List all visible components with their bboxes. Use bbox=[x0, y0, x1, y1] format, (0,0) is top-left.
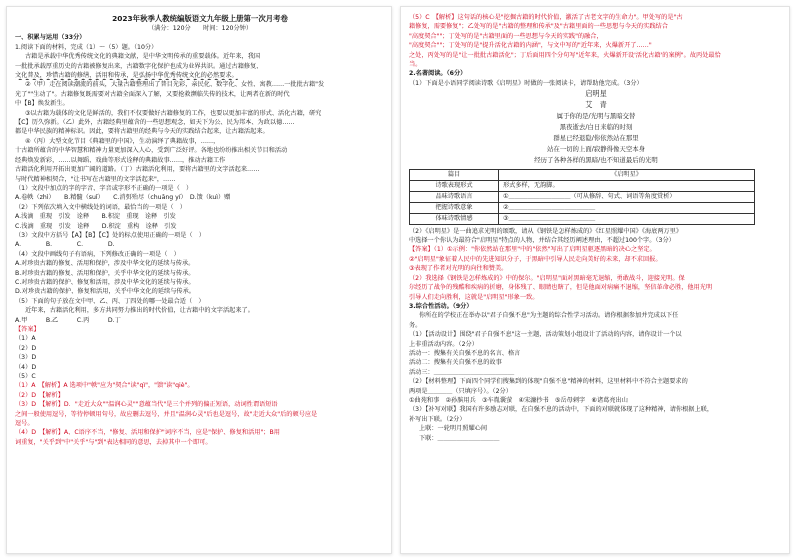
table-row bbox=[410, 191, 755, 202]
analysis-line: （2）D 【解析】 bbox=[15, 391, 64, 399]
options: C.浅滴 重现 引发 诠释 D.积淀 重构 诠释 引发 bbox=[15, 222, 177, 230]
passage-line: ②（甲）走在阅读潮流的前头，大量古籍整理出了普目光彩，亲民化、数字化、女性、寓教……一批批古籍"发 bbox=[25, 81, 325, 89]
table-value: 《启明星》 bbox=[499, 169, 755, 180]
answer-line: （2）我选择《钢铁是怎样炼成的》中的保尔。"启明星"面对黑暗毫无退缩，勇敢战斗，迎接光明。保 bbox=[409, 274, 685, 282]
analysis-line: （3）D 【解析】D．"走近大众""温润心灵""意蕴当代"是三个并列的偏正短语，动词性谓语短语 bbox=[15, 401, 278, 409]
table-key: 把握诗歌意象 bbox=[410, 202, 499, 213]
table-value: ②＿＿＿＿＿＿＿＿＿＿＿＿＿＿ bbox=[499, 202, 755, 213]
passage-line: 【C】历久弥新。（乙）此外，古籍经典里蕴含的一些思想观念，如天下为公、民为邦本、为政以德…… bbox=[15, 119, 295, 127]
q3-line: 上非重活动内容。（2分） bbox=[409, 340, 478, 348]
q1-intro: 1.阅读下面的材料，完成（1）～（5）题。（10分） bbox=[15, 43, 158, 51]
passage-line: 十古籍所蕴含的中华智慧和精神力量更加深入人心，受到广泛好评。各地也纷纷推出相关节目和活动 bbox=[15, 147, 288, 155]
q3-line: 补写出下联。（2分） bbox=[409, 415, 466, 423]
table-row bbox=[410, 169, 755, 180]
passage-line: ④（丙）大型文化节目《典籍里的中国》，生动演绎了典籍故事，……， bbox=[25, 137, 220, 145]
table-value: 形式多样，无韵脚。 bbox=[499, 180, 755, 191]
table-row bbox=[410, 213, 755, 224]
question-1-4: （4）文段中画线句子有语病，下列修改正确的一项是（ ） bbox=[15, 250, 180, 258]
passage-line: 中【B】焕发新生。 bbox=[15, 100, 69, 108]
passage-line: ③以古籍为载体的文化是鲜活的，我们不仅要做好古籍修复的工作，也要以更加丰富的形式、活化古籍，研究 bbox=[25, 109, 322, 117]
answer-line bbox=[15, 372, 385, 381]
analysis-line: （5）C 【解析】这句话的核心是"挖掘古籍的时代价值，激活了古老文字的生命力"。甲处写的是"古 bbox=[409, 14, 683, 21]
passage-line: 光了""生动了"。古籍修复既需要对古籍全面深入了解，又要抢救濒临失传的技术，让两者在新的时代 bbox=[15, 90, 290, 98]
table-key: 体味诗歌情感 bbox=[410, 213, 499, 224]
answer-line: ②"启明星"象征着人民中的先进知识分子，于黑暗中引导人民走向美好的未来，却不求回报。 bbox=[409, 255, 662, 263]
q3-line: 活动一：搜集有关自强不息的名言、格言 bbox=[409, 349, 521, 357]
q3-line: 务。 bbox=[409, 321, 422, 329]
q3-line: 你所在的学校正在举办以"君子自强不息"为主题的综合性学习活动。请你根据参加并完成以下任 bbox=[419, 312, 679, 320]
page-left bbox=[6, 6, 392, 554]
passage-line: 古籍是承载中华优秀传统文化的典籍文献，是中华文明传承的重要载体。近年来，我国 bbox=[25, 53, 261, 61]
table-row bbox=[410, 180, 755, 191]
answer-num: （4） bbox=[15, 363, 32, 371]
answer-val: D bbox=[31, 363, 37, 371]
answer-num: （2） bbox=[15, 344, 32, 352]
passage-line: 都是中华民族的精神标识。因此，要将古籍里的经典与今天的实践结合起来，让古籍活起来。 bbox=[15, 128, 269, 136]
poem-line: 黑夜逝去/白日来临的时刻 bbox=[559, 122, 633, 131]
options: A. B. C. D. bbox=[15, 241, 115, 249]
answer-line bbox=[15, 363, 385, 372]
answer-line bbox=[15, 344, 385, 353]
q2-intro: （1）下面是小语同学阅读诗歌《启明星》时做的一张阅读卡，请帮助他完成。（3分） bbox=[409, 79, 643, 87]
poem-line: 群星已经退隐/你依然站在那里 bbox=[553, 134, 639, 143]
q3-line: （1）【活动设计】围绕"君子自强不息"这一主题，活动策划小组设计了活动的内容，请你设计一个以 bbox=[409, 331, 682, 339]
answer-line: 【答案】（1）①示例："你依然站在那里"中的"依然"写出了启明星驱逐黑暗的决心之坚定。 bbox=[409, 246, 656, 254]
answer-val: A bbox=[31, 335, 36, 343]
answer-line bbox=[15, 353, 385, 362]
table-value: ③＿＿＿＿＿＿＿＿＿＿＿＿＿＿ bbox=[499, 213, 755, 224]
answer-val: D bbox=[31, 354, 37, 362]
answer-line bbox=[15, 334, 385, 343]
q3-line: 上联：一轮明月照耀心间 bbox=[419, 425, 488, 433]
options: D.对珍贵古籍的保护、修复和活用，关乎中华文化的延续与传承。 bbox=[15, 288, 195, 296]
options: A.甲 B.乙 C.丙 D.丁 bbox=[15, 316, 121, 324]
options: A.对珍贵古籍的修复、活用和保护，涉及中华文化的延续与传承。 bbox=[15, 260, 195, 268]
answer-label: 【答案】 bbox=[15, 326, 40, 333]
answer-val: C bbox=[31, 373, 36, 381]
analysis-line: （4）D 【解析】A、C语序不当，"修复、活用和保护"词序不当，应是"保护、修复和活用"；B用 bbox=[15, 429, 280, 437]
options: A.卷帙（zhì） B.精髓（suǐ） C.消弭殆尽（chuāng yí） D.馈（kuì）赠 bbox=[15, 194, 231, 202]
options: A.浅滴 重现 引发 诠释 B.积淀 重现 诠释 引发 bbox=[15, 213, 176, 221]
question-1-2: （2）下列依次填入文中横线处的词语，最恰当的一项是（ ） bbox=[15, 203, 186, 211]
poem-line: 经历了各种各样的黑暗/也不知道最后的光明 bbox=[534, 156, 658, 165]
analysis-line: 当。 bbox=[409, 61, 422, 69]
analysis-line: 逗号。 bbox=[15, 420, 34, 428]
analysis-line: "高度契合""；丁处写的是"古籍里面的一些思想与今天的实践"的融合， bbox=[409, 32, 603, 40]
q2-2: 中选择一个你认为最符合"启明星"特点的人物，并结合其经历阐述理由，不超过100个字。（3分） bbox=[409, 237, 675, 245]
question-1-5-text: 近年来，古籍活化利用，多方共同努力推出的时代价值，让古籍中的文字活起来了。 bbox=[25, 307, 254, 315]
question-1-5: （5）下面的句子放在文中甲、乙、丙、丁四处的哪一处最合适（ ） bbox=[15, 297, 205, 305]
q3-line: 活动二：搜集有关自强不息的故事 bbox=[409, 359, 502, 367]
poem-title: 启明星 bbox=[585, 89, 607, 99]
q2-2: （2）《启明星》是一曲追求光明的颂歌，请从《钢铁是怎样炼成的》《红星照耀中国》《海底两万里》 bbox=[409, 227, 683, 235]
poem bbox=[409, 88, 783, 166]
q3-line: （2）【材料整理】下面四个同学们搜集到的体现"自强不息"精神的材料，这里材料中不符合主题要求的 bbox=[409, 378, 688, 386]
table-row bbox=[410, 202, 755, 213]
answer-line: 引导人们走向胜利，这就是"启明星"形象一致。 bbox=[409, 293, 539, 301]
page-right bbox=[400, 6, 790, 554]
analysis-line: （1）A 【解析】A 选项中"帙"应为"契合"读"qì"，"馈"读"qiè"。 bbox=[15, 382, 194, 390]
answer-num: （3） bbox=[15, 354, 32, 362]
analysis-line: 词重复，"关乎到"中"关乎"与"到"表达相同的意思，去掉其中一个即可。 bbox=[15, 438, 212, 446]
answer-val: D bbox=[31, 344, 37, 352]
section-heading: 一、积累与运用（33分） bbox=[15, 34, 86, 42]
q3-line: 活动三：＿＿＿＿＿＿＿＿＿＿＿＿＿ bbox=[409, 368, 515, 376]
question-1-3: （3）文段中方括号【A】【B】【C】处的标点使用正确的一项是（ ） bbox=[15, 231, 205, 239]
left-column bbox=[15, 13, 385, 447]
passage-line: 文化普及，珍惜古籍的修缮、活用和传承，是弘扬中华优秀传统文化的必然要求。 bbox=[15, 72, 238, 80]
options: C.对珍贵古籍的保护、修复和活用，涉及中华文化的延续与传承。 bbox=[15, 278, 195, 286]
analysis-line: 之间一般使用逗号，等待停顿用句号，故应删去逗号，并且"温润心灵"后也是逗号，故"走近大众"后的顿号应是 bbox=[15, 410, 318, 418]
q2-heading: 2.名著阅读。（6分） bbox=[409, 70, 467, 78]
table-key: 品味诗歌语言 bbox=[410, 191, 499, 202]
table-value: ①＿＿＿＿＿＿＿＿＿＿（可从修辞、句式、词语等角度赏析） bbox=[499, 191, 755, 202]
passage-line: 古籍活化利用开拓出更加广阔的道路。（丁）古籍活化利用，要将古籍里的文字活起来…… bbox=[15, 166, 260, 174]
poem-line: 属于你的是/光明与黑暗交替 bbox=[556, 111, 636, 120]
analysis-line: 之处，丙处写的是"让一批批古籍活化"；丁后面用四个分句写"近年来，火爆新开设'活化古籍'的案例"。故丙处最恰 bbox=[409, 51, 721, 59]
reading-card-table bbox=[409, 169, 755, 225]
q3-line: 下联：＿＿＿＿＿＿＿＿＿＿ bbox=[419, 434, 500, 442]
passage-line: 经典焕发新彩，……以舞蹈、戏曲等形式诠释的典籍故事……，推动古籍工作 bbox=[15, 156, 226, 164]
q3-line: 两项是＿＿＿＿（只填序号）。（2分） bbox=[409, 387, 512, 395]
poem-line: 站在一切的上面/寂静得像天空本身 bbox=[546, 145, 645, 154]
answer-num: （5） bbox=[15, 373, 32, 381]
q3-line: （3）【补写对联】我国有许多励志对联，在自强不息的活动中，下面的对联就体现了这种精神，请你根据上联， bbox=[409, 406, 714, 414]
q3-heading: 3.综合性活动。（9分） bbox=[409, 302, 473, 310]
passage-line: 一批批承载厚重历史的古籍被修复出来，古籍数字化保护也成为业界共识。通过古籍修复、 bbox=[15, 62, 263, 70]
question-1-1: （1）文段中加点的字的字音、字音或字形不正确的一项是（ ） bbox=[15, 184, 193, 192]
options: B.对珍贵古籍的修复、活用和保护，关乎中华文化的延续与传承。 bbox=[15, 269, 195, 277]
q3-line: ①曲苑和事 ②孙膑用兵 ③车胤囊萤 ④宋濂抄书 ⑤岳母刺字 ⑥诸葛亮出山 bbox=[409, 396, 628, 404]
table-key: 诗歌表现形式 bbox=[410, 180, 499, 191]
right-column bbox=[409, 13, 783, 443]
analysis-line: "高度契合""；丁处写的是"提升活化古籍的内涵"，与文中写的"近年来，火爆新开了……" bbox=[409, 42, 652, 50]
analysis-line: 籍修复，需要修复"；乙处写的是"古籍的整理和传承"及"古籍里面的一些思想与今天的实践结合 bbox=[409, 23, 668, 31]
exam-subtitle: （满分：120分 时间：120分钟） bbox=[147, 25, 253, 32]
answer-num: （1） bbox=[15, 335, 32, 343]
table-key: 篇目 bbox=[410, 169, 499, 180]
exam-title: 2023年秋季人教统编版语文九年级上册第一次月考卷 bbox=[112, 14, 288, 23]
passage-line: 与时代精神相契合，"让书写在古籍里的文字活起来"，…… bbox=[15, 175, 176, 183]
answer-line: 尔经历了战争的残酷和疾病的折磨，身体残了、眼睛也瞎了，但是他面对病痛不退缩，坚信革命必胜，他用光明 bbox=[409, 284, 713, 292]
poem-author: 艾 青 bbox=[585, 100, 607, 110]
answer-line: ③表现了作者对光明的向往和赞美。 bbox=[409, 265, 508, 273]
